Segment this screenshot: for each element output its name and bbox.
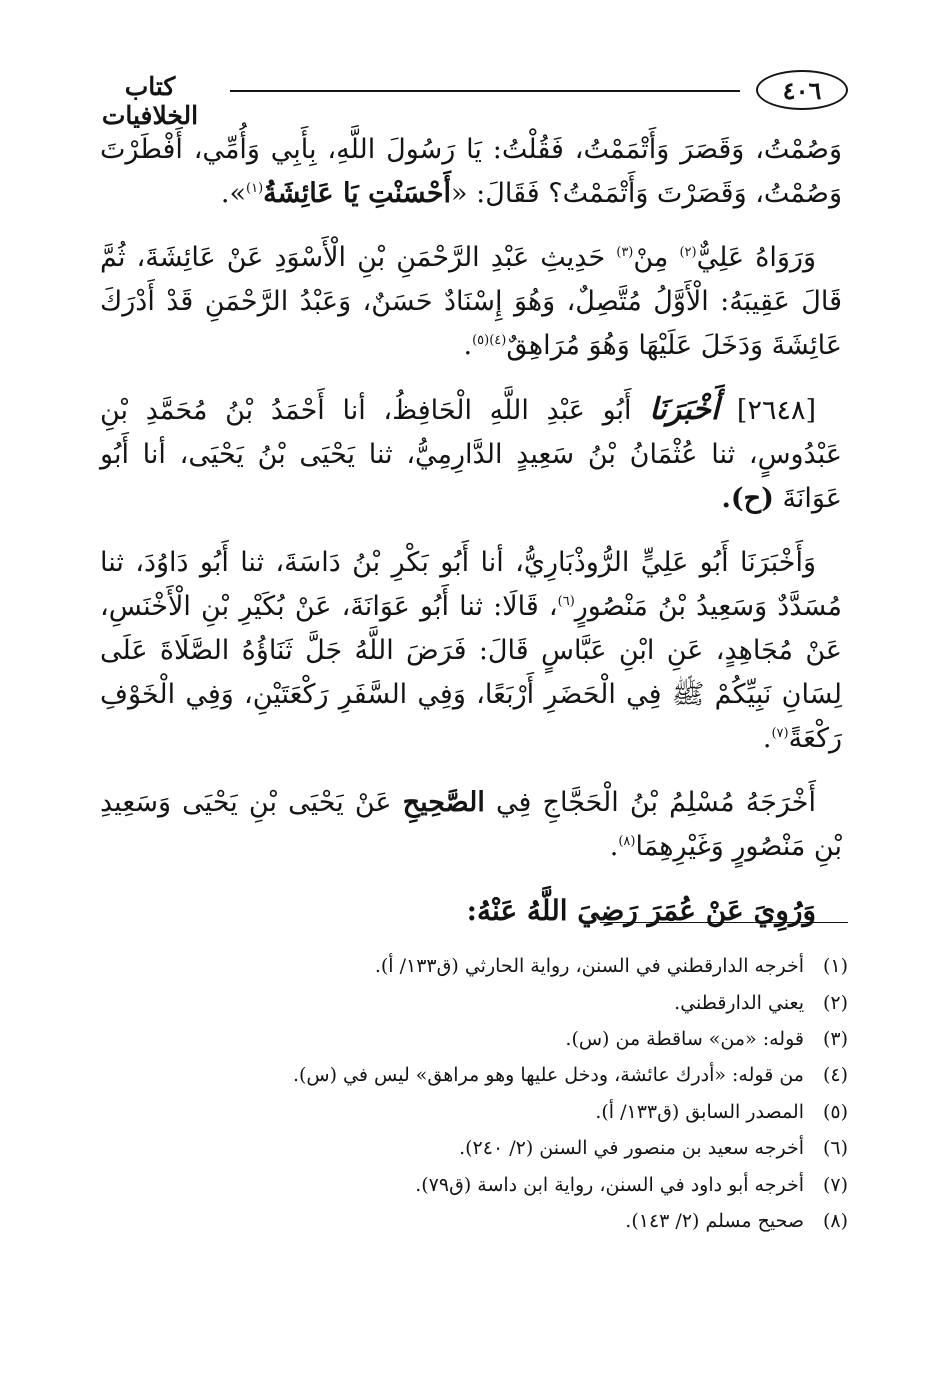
footnote-ref[interactable]: (٨) — [618, 834, 636, 849]
footnote-item — [100, 1166, 848, 1202]
footnote-number: (١) — [822, 955, 848, 978]
page-header — [80, 66, 848, 130]
paragraph-2 — [100, 236, 842, 368]
footnote-text: أخرجه سعيد بن منصور في السنن (٢/ ٢٤٠). — [459, 1137, 804, 1160]
main-text — [100, 128, 842, 953]
footnote-item — [100, 1203, 848, 1239]
footnote-number: (٤) — [822, 1064, 848, 1087]
text-run: . — [762, 723, 772, 754]
quote-bold: أَحْسَنْتِ يَا عَائِشَةُ — [263, 178, 452, 209]
footnote-text: أخرجه أبو داود في السنن، رواية ابن داسة (ق٧٩). — [415, 1173, 804, 1196]
text-run: أَخْرَجَهُ مُسْلِمُ بْنُ الْحَجَّاجِ فِي — [484, 787, 816, 818]
paragraph-1 — [100, 128, 842, 216]
footnote-text: قوله: «من» ساقطة من (س). — [565, 1027, 804, 1050]
book-title: كتاب الخلافيات — [101, 72, 199, 130]
footnote-item — [100, 984, 848, 1020]
section-heading: وَرُوِيَ عَنْ عُمَرَ رَضِيَ اللَّهُ عَنْهُ: — [466, 894, 816, 927]
footnote-number: (٧) — [822, 1173, 848, 1196]
footnote-number: (٦) — [822, 1137, 848, 1160]
text-run: ، قَالَا: ثنا أَبُو عَوَانَةَ، عَنْ بُكَيْرِ بْنِ الْأَخْنَسِ، عَنْ مُجَاهِدٍ، عَنِ ابْنِ عَبَّاسٍ قَالَ: فَرَضَ اللَّهُ جَلَّ ثَنَاؤُهُ الصَّلَاةَ عَلَى لِسَانِ نَبِيِّكُمْ ﷺ فِي الْحَضَرِ أَرْبَعًا، وَفِي السَّفَرِ رَكْعَتَيْنِ، وَفِي الْخَوْفِ رَكْعَةً — [100, 591, 842, 754]
footnote-ref[interactable]: (٤)(٥) — [472, 333, 507, 348]
footnote-text: يعني الدارقطني. — [674, 991, 804, 1014]
text-run: وَرَوَاهُ عَلِيٌّ — [696, 242, 816, 273]
footnote-ref[interactable]: (٦) — [557, 594, 575, 609]
hadith-number: [٢٦٤٨] — [736, 395, 816, 426]
text-run: مِنْ — [633, 242, 680, 273]
footnote-ref[interactable]: (٢) — [679, 245, 697, 260]
footnote-number: (٨) — [822, 1209, 848, 1232]
text-run: عَنْ يَحْيَى بْنِ يَحْيَى وَسَعِيدِ بْنِ مَنْصُورٍ وَغَيْرِهِمَا — [100, 787, 842, 862]
header-rule — [230, 90, 740, 92]
footnote-number: (٣) — [822, 1027, 848, 1050]
text-run: أَبُو عَبْدِ اللَّهِ الْحَافِظُ، أنا أَحْمَدُ بْنُ مُحَمَّدِ بْنِ عَبْدُوسٍ، ثنا عُثْمَانُ بْنُ سَعِيدٍ الدَّارِمِيُّ، ثنا يَحْيَى بْنُ يَحْيَى، أنا أَبُو عَوَانَةَ — [100, 395, 842, 514]
text-run: وَأَخْبَرَنَا أَبُو عَلِيٍّ الرُّوذْبَارِيُّ، أنا أَبُو بَكْرِ بْنُ دَاسَةَ، ثنا أَبُو دَاوُدَ، ثنا مُسَدَّدٌ وَسَعِيدُ بْنُ مَنْصُورٍ — [100, 547, 843, 622]
akhbarana-word: أَخْبَرَنَا — [649, 392, 720, 427]
footnote-ref[interactable]: (٣) — [616, 245, 634, 260]
text-run: وَصُمْتُ، وَقَصَرَ وَأَتْمَمْتُ، فَقُلْتُ: يَا رَسُولَ اللَّهِ، بِأَبِي وَأُمِّي، أَفْطَرْتَ وَصُمْتُ، وَقَصَرْتَ وَأَتْمَمْتُ؟ فَقَالَ: « — [100, 134, 842, 209]
footnote-separator — [600, 922, 848, 923]
page-number: ٤٠٦ — [756, 70, 848, 110]
paragraph-5 — [100, 781, 842, 869]
text-run: . — [463, 330, 473, 361]
paragraph-3 — [100, 388, 842, 521]
footnote-item — [100, 1021, 848, 1057]
footnote-number: (٢) — [822, 991, 848, 1014]
paragraph-4 — [100, 541, 842, 761]
text-run: ». — [220, 178, 246, 209]
text-run: حَدِيثِ عَبْدِ الرَّحْمَنِ بْنِ الْأَسْوَدِ عَنْ عَائِشَةَ، ثُمَّ قَالَ عَقِيبَهُ: الْأَوَّلُ مُتَّصِلٌ، وَهُوَ إِسْنَادٌ حَسَنٌ، وَعَبْدُ الرَّحْمَنِ قَدْ أَدْرَكَ عَائِشَةَ وَدَخَلَ عَلَيْهَا وَهُوَ مُرَاهِقٌ — [100, 242, 842, 361]
footnote-text: أخرجه الدارقطني في السنن، رواية الحارثي (ق١٣٣/ أ). — [374, 955, 804, 978]
footnote-item — [100, 1130, 848, 1166]
footnote-item — [100, 1057, 848, 1093]
footnote-number: (٥) — [822, 1100, 848, 1123]
footnotes-list — [100, 948, 848, 1239]
footnote-text: من قوله: «أدرك عائشة، ودخل عليها وهو مراهق» ليس في (س). — [292, 1064, 804, 1087]
footnote-ref[interactable]: (٧) — [771, 726, 789, 741]
sahih-title: الصَّحِيحِ — [402, 787, 485, 818]
ha-marker: (ح). — [721, 483, 774, 514]
footnote-ref[interactable]: (١) — [246, 181, 264, 196]
text-run: . — [609, 831, 619, 862]
footnote-item — [100, 1094, 848, 1130]
footnote-text: المصدر السابق (ق١٣٣/ أ). — [595, 1100, 804, 1123]
footnote-item — [100, 948, 848, 984]
footnote-text: صحيح مسلم (٢/ ١٤٣). — [625, 1209, 804, 1232]
